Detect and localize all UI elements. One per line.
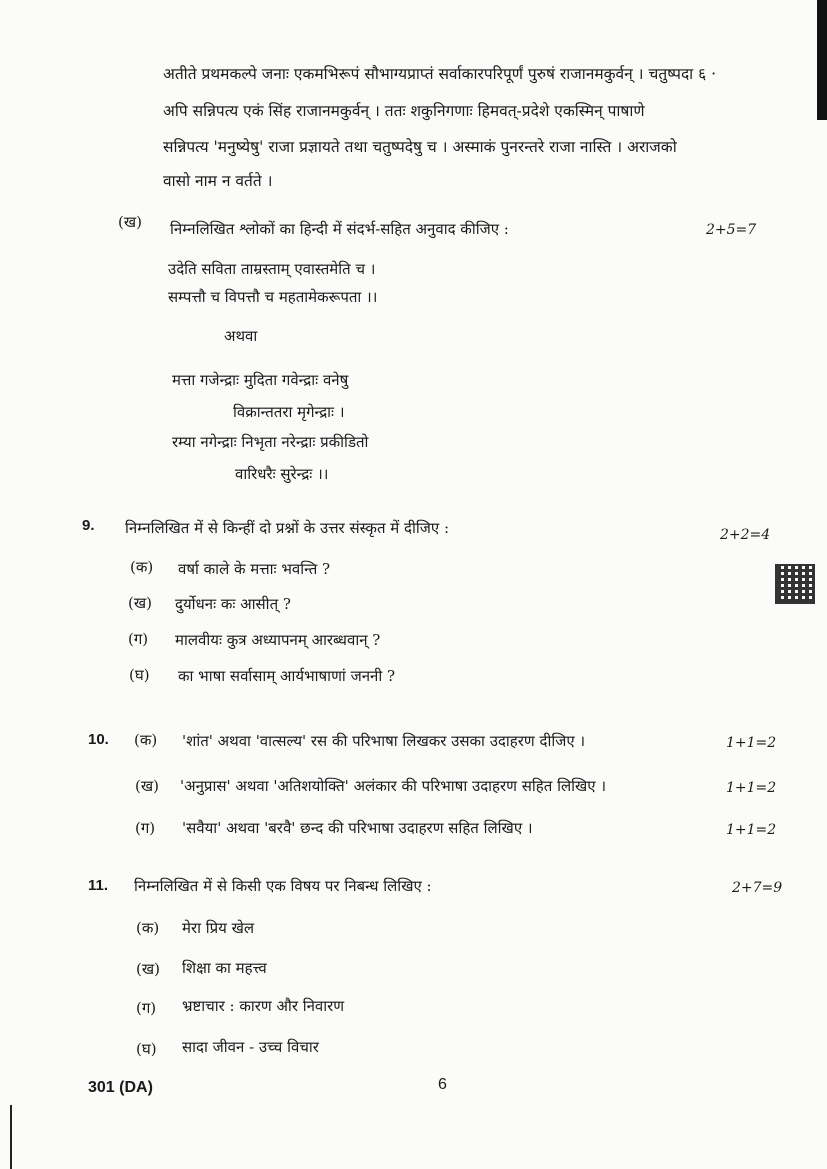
shloka-line: रम्या नगेन्द्राः निभृता नरेन्द्राः प्रकीडितो [172, 433, 369, 451]
q11-item-label: (क) [136, 919, 160, 937]
q10-item-text: 'अनुप्रास' अथवा 'अतिशयोक्ति' अलंकार की परिभाषा उदाहरण सहित लिखिए । [180, 777, 607, 795]
q10-number: 10. [88, 731, 109, 748]
q11-item-text: शिक्षा का महत्त्व [182, 959, 267, 977]
shloka-line: वारिधरैः सुरेन्द्रः ।। [235, 465, 329, 483]
passage-line: सन्निपत्य 'मनुष्येषु' राजा प्रज्ञायते तथा चतुष्पदेषु च । अस्माकं पुनरन्तरे राजा नास्ति । अराजको [163, 138, 677, 156]
shloka-line: विक्रान्ततरा मृगेन्द्राः । [233, 403, 345, 421]
q9-item-text: का भाषा सर्वासाम् आर्यभाषाणां जननी ? [178, 667, 396, 685]
q9-number: 9. [82, 517, 95, 534]
q11-item-label: (ख) [136, 960, 160, 978]
q10-item-label: (ख) [135, 777, 159, 795]
q11-marks: 2+7=9 [732, 880, 783, 896]
shloka-line: सम्पत्तौ च विपत्तौ च महतामेकरूपता ।। [168, 288, 378, 306]
q10-item-label: (ग) [135, 819, 156, 837]
q10-item-marks: 1+1=2 [726, 735, 777, 751]
paper-code: 301 (DA) [88, 1079, 153, 1096]
q11-item-text: सादा जीवन - उच्च विचार [182, 1038, 319, 1056]
or-label: अथवा [224, 327, 258, 345]
qr-code [775, 564, 815, 604]
shloka-line: मत्ता गजेन्द्राः मुदिता गवेन्द्राः वनेषु [172, 371, 349, 389]
passage-line: वासो नाम न वर्तते । [163, 172, 273, 190]
q10-item-label: (क) [134, 731, 158, 749]
q11-item-text: मेरा प्रिय खेल [182, 919, 255, 937]
passage-line: अतीते प्रथमकल्पे जनाः एकमभिरूपं सौभाग्यप्राप्तं सर्वाकारपरिपूर्णं पुरुषं राजानमकुर्वन् । चतुष्पदा ६ · [163, 65, 717, 83]
q10-item-text: 'सवैया' अथवा 'बरवै' छन्द की परिभाषा उदाहरण सहित लिखिए । [182, 819, 533, 837]
q9-marks: 2+2=4 [720, 527, 771, 543]
page-number: 6 [438, 1076, 447, 1093]
q9-item-text: मालवीयः कुत्र अध्यापनम् आरब्धवान् ? [175, 631, 381, 649]
passage-line: अपि सन्निपत्य एकं सिंह राजानमकुर्वन् । ततः शकुनिगणाः हिमवत्-प्रदेशे एकस्मिन् पाषाणे [163, 102, 645, 120]
q10-item-marks: 1+1=2 [726, 822, 777, 838]
q8-kha-marks: 2+5=7 [706, 222, 757, 238]
q10-item-marks: 1+1=2 [726, 780, 777, 796]
q9-item-text: दुर्योधनः कः आसीत् ? [175, 595, 291, 613]
q9-item-label: (ख) [128, 594, 152, 612]
q8-kha-label: (ख) [118, 213, 142, 231]
q8-kha-text: निम्नलिखित श्लोकों का हिन्दी में संदर्भ-सहित अनुवाद कीजिए : [170, 220, 509, 238]
q10-item-text: 'शांत' अथवा 'वात्सल्य' रस की परिभाषा लिखकर उसका उदाहरण दीजिए । [182, 732, 586, 750]
scan-edge-line [10, 1105, 12, 1169]
q11-text: निम्नलिखित में से किसी एक विषय पर निबन्ध लिखिए : [134, 877, 432, 895]
q9-text: निम्नलिखित में से किन्हीं दो प्रश्नों के उत्तर संस्कृत में दीजिए : [125, 519, 449, 537]
q9-item-label: (ग) [128, 630, 149, 648]
q11-item-text: भ्रष्टाचार : कारण और निवारण [182, 997, 345, 1015]
shloka-line: उदेति सविता ताम्रस्ताम् एवास्तमेति च । [168, 260, 376, 278]
scan-edge-shadow [817, 0, 827, 120]
q9-item-text: वर्षा काले के मत्ताः भवन्ति ? [178, 560, 331, 578]
q9-item-label: (क) [130, 558, 154, 576]
q11-item-label: (ग) [136, 999, 157, 1017]
q11-number: 11. [88, 877, 109, 894]
q11-item-label: (घ) [136, 1040, 157, 1058]
q9-item-label: (घ) [129, 666, 150, 684]
